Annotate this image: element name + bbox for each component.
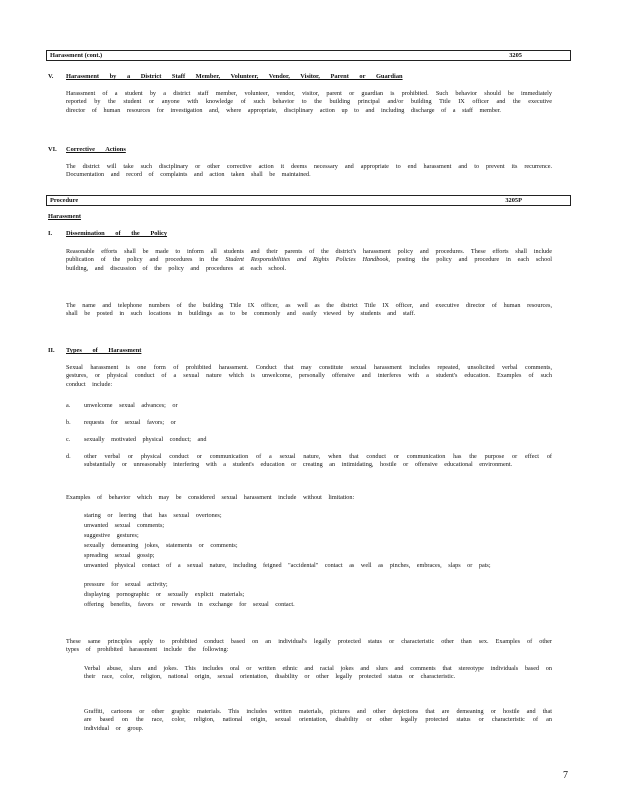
list-item: d. bbox=[66, 453, 71, 460]
procedure-number: 3205P bbox=[505, 197, 522, 204]
header-box bbox=[46, 50, 571, 61]
procedure-box bbox=[46, 195, 571, 206]
section-v-paragraph: Harassment of a student by a district staff member, volunteer, vendor, visitor, parent or guardian is prohibited. Such behavior should be immediately reported by the student or anyone with knowledge of such behavior to the building principal and/or building Title IX officer and the executive director of human resources for investigation and, where appropriate, disciplinary action up to and including discharge of a staff member. bbox=[66, 90, 552, 114]
list-item: b. requests for sexual favors; or bbox=[66, 419, 176, 426]
page-number: 7 bbox=[563, 770, 568, 781]
list-item: c. sexually motivated physical conduct; and bbox=[66, 436, 207, 443]
harassment-title: Harassment bbox=[48, 213, 82, 220]
list-item-d-text: other verbal or physical conduct or communication of a sexual nature, when that conduct or communication has the purpose or effect of substantially or unreasonably interfering with a student's education or creating an intimidating, hostile or offensive educational environment. bbox=[84, 453, 552, 469]
section-i-paragraph-1: Reasonable efforts shall be made to inform all students and their parents of the district's harassment policy and procedures. These efforts shall include publication of the policy and procedures in the Student Responsibilities and Rights Policies Handbook, posting the policy and procedure in each school building, and discussion of the policy and procedures at each school. bbox=[66, 248, 553, 272]
list-item: unwanted physical contact of a sexual nature, including feigned "accidental" contact as well as pinches, embraces, slaps or pats; bbox=[84, 562, 491, 569]
section-ii-paragraph: Sexual harassment is one form of prohibited harassment. Conduct that may constitute sexual harassment includes repeated, unsolicited verbal comments, gestures, or physical conduct of a sexual nature which is unwelcome, personally offensive and interferes with a student's education. Examples of such conduct include: bbox=[66, 364, 552, 388]
procedure-title: Procedure bbox=[50, 197, 79, 204]
section-v-heading: V. Harassment by a District Staff Member, Volunteer, Vendor, Visitor, Parent or Guardian bbox=[48, 73, 403, 80]
section-i-paragraph-2: The name and telephone numbers of the building Title IX officer, as well as the district Title IX officer, and executive director of human resources, shall be posted in such locations in buildings as to be commonly and easily viewed by students and staff. bbox=[66, 302, 552, 318]
principles-paragraph: These same principles apply to prohibited conduct based on an individual's legally protected status or characteristic other than sex. Examples of other types of prohibited harassment include the following: bbox=[66, 638, 552, 654]
list-item: displaying pornographic or sexually explicit materials; bbox=[84, 591, 245, 598]
list-item: pressure for sexual activity; bbox=[84, 581, 168, 588]
graffiti-item: Graffiti, cartoons or other graphic materials. This includes written materials, pictures and other depictions that are demeaning or hostile and that are based on the race, color, religion, national origin, sexual orientation, disability or other legally protected status or characteristic of an individual or group. bbox=[84, 708, 552, 732]
verbal-abuse-item: Verbal abuse, slurs and jokes. This includes oral or written ethnic and racial jokes and slurs and comments that stereotype individuals based on their race, color, religion, national origin, sexual orientation, disability or other legally protected status or characteristic. bbox=[84, 665, 552, 681]
policy-number: 3205 bbox=[509, 52, 522, 59]
list-item: offering benefits, favors or rewards in exchange for sexual contact. bbox=[84, 601, 295, 608]
examples-intro: Examples of behavior which may be considered sexual harassment include without limitation: bbox=[66, 494, 355, 501]
section-ii-heading: II. Types of Harassment bbox=[48, 347, 142, 354]
section-vi-paragraph: The district will take such disciplinary or other corrective action it deems necessary and appropriate to end harassment and to prevent its recurrence. Documentation and record of complaints and action taken shall be maintained. bbox=[66, 163, 552, 179]
section-vi-heading: VI. Corrective Actions bbox=[48, 146, 126, 153]
bullet-list bbox=[66, 512, 552, 611]
list-item: suggestive gestures; bbox=[84, 532, 139, 539]
header-title: Harassment (cont.) bbox=[50, 52, 103, 59]
list-item: a. unwelcome sexual advances; or bbox=[66, 402, 178, 409]
list-item: spreading sexual gossip; bbox=[84, 552, 155, 559]
list-item: staring or leering that has sexual overtones; bbox=[84, 512, 222, 519]
section-i-heading: I. Dissemination of the Policy bbox=[48, 230, 168, 237]
list-item: unwanted sexual comments; bbox=[84, 522, 165, 529]
list-item: sexually demeaning jokes, statements or comments; bbox=[84, 542, 238, 549]
